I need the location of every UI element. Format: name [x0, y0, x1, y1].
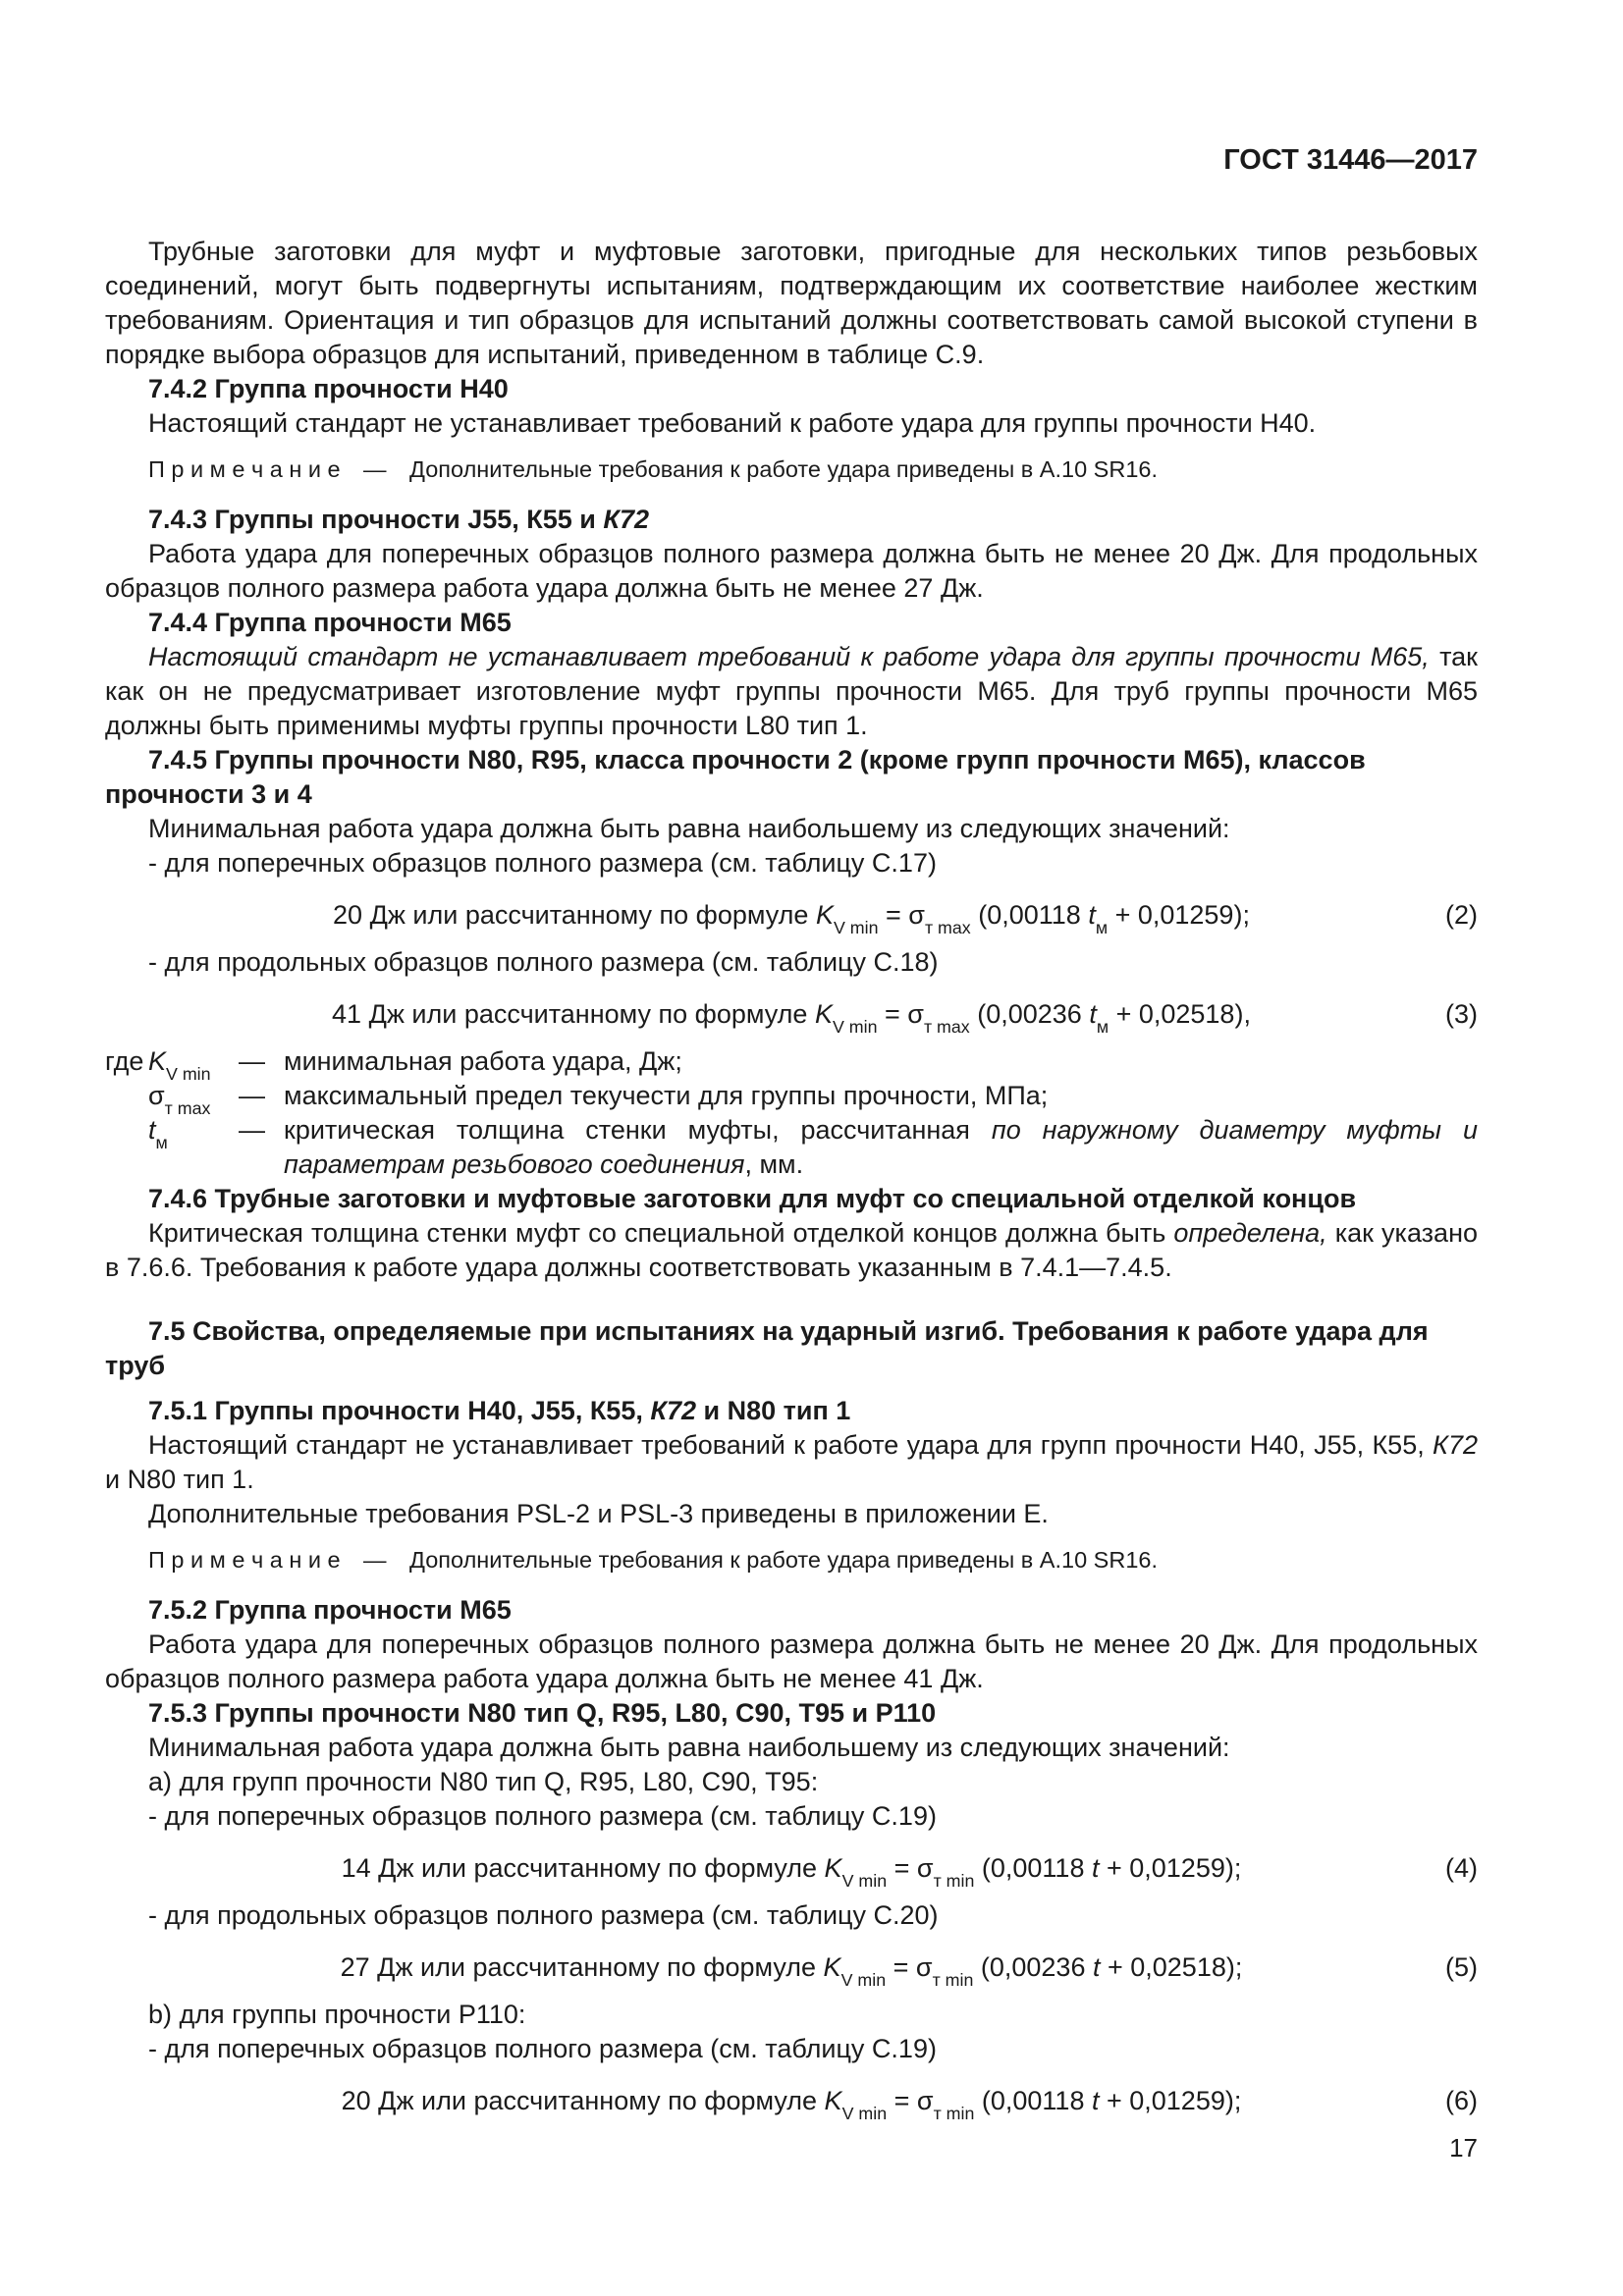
text-run: минимальная работа удара, Дж;	[284, 1046, 682, 1076]
text-run: + 0,01259);	[1108, 900, 1250, 930]
subscript: м	[155, 1132, 168, 1152]
formula-body	[341, 1853, 1242, 1891]
text-run: =	[878, 900, 909, 930]
text-run: К72	[603, 505, 650, 534]
text-run: 7.4.2 Группа прочности Н40	[148, 374, 509, 403]
text-run: Работа удара для поперечных образцов полного размера должна быть не менее 20 Дж. Для продольных образцов полного размера работа удара должна быть не менее 27 Дж.	[105, 539, 1478, 603]
subscript: V min	[166, 1063, 211, 1084]
text-run: 7.4.4 Группа прочности М65	[148, 608, 512, 637]
text-run: и N80 тип 1.	[105, 1465, 254, 1494]
where-description	[284, 1113, 1478, 1182]
paragraph-7-4-3	[105, 537, 1478, 606]
text-run: σ	[908, 900, 925, 930]
text-run: Настоящий стандарт не устанавливает требований к работе удара для группы прочности Н40.	[148, 408, 1317, 438]
subscript: V min	[832, 1016, 878, 1037]
text-run: 7.5 Свойства, определяемые при испытаниях на ударный изгиб. Требования к работе удара для труб	[105, 1316, 1429, 1380]
text-run: K	[815, 900, 834, 930]
text-run: П р и м е ч а н и е — Дополнительные требования к работе удара приведены в А.10 SR16.	[148, 456, 1158, 482]
text-run: Минимальная работа удара должна быть равна наибольшему из следующих значений:	[148, 1733, 1230, 1762]
where-term	[148, 1113, 239, 1182]
text-run: t	[1091, 1853, 1100, 1883]
subscript: т min	[932, 1969, 974, 1990]
text-run: так как он не предусматривает изготовление муфт группы прочности М65. Для труб группы прочности М65 должны быть применимы муфты группы прочности L80 тип 1.	[105, 642, 1478, 740]
heading-7-4-2	[105, 372, 1478, 406]
formula-2	[105, 898, 1478, 937]
text-run: t	[148, 1115, 156, 1145]
text-run: по наружному диаметру муфты и параметрам резьбового соединения	[284, 1115, 1478, 1179]
text-run: и N80 тип 1	[695, 1396, 851, 1425]
text-run: Работа удара для поперечных образцов полного размера должна быть не менее 20 Дж. Для продольных образцов полного размера работа удара должна быть не менее 41 Дж.	[105, 1629, 1478, 1693]
text-run: К72	[1433, 1430, 1478, 1460]
text-run: =	[887, 1853, 917, 1883]
text-run: σ	[907, 999, 924, 1029]
text-run: - для продольных образцов полного размера (см. таблицу С.20)	[148, 1900, 939, 1930]
text-run: (0,00118	[970, 900, 1089, 930]
where-row	[105, 1044, 1478, 1084]
formula-number: (4)	[1445, 1853, 1478, 1883]
text-run: + 0,02518),	[1109, 999, 1251, 1029]
paragraph-7-4-4	[105, 640, 1478, 743]
item-transverse-c17	[105, 846, 1478, 881]
text-run: t	[1088, 900, 1096, 930]
text-run: + 0,01259);	[1099, 2086, 1242, 2115]
text-run: σ	[916, 2086, 934, 2115]
item-a-groups	[105, 1765, 1478, 1799]
where-row	[105, 1079, 1478, 1118]
text-run: 20 Дж или рассчитанному по формуле	[333, 900, 816, 930]
where-description	[284, 1044, 1478, 1079]
text-run: - для поперечных образцов полного размера (см. таблицу С.17)	[148, 848, 937, 878]
text-run: 7.4.3 Группы прочности J55, К55 и	[148, 505, 604, 534]
paragraph-7-4-2	[105, 406, 1478, 441]
item-longitudinal-c20	[105, 1898, 1478, 1933]
dash-separator: —	[239, 1046, 265, 1076]
text-run: 7.5.2 Группа прочности М65	[148, 1595, 512, 1625]
text-run: - для поперечных образцов полного размера (см. таблицу С.19)	[148, 1801, 937, 1831]
heading-7-4-5	[105, 743, 1478, 812]
formula-body	[332, 999, 1251, 1037]
text-run: П р и м е ч а н и е — Дополнительные требования к работе удара приведены в А.10 SR16.	[148, 1547, 1158, 1573]
dash-separator: —	[239, 1115, 265, 1145]
page-number: 17	[1449, 2133, 1478, 2163]
text-run: 14 Дж или рассчитанному по формуле	[341, 1853, 825, 1883]
formula-body	[333, 900, 1250, 937]
text-run: 7.4.6 Трубные заготовки и муфтовые заготовки для муфт со специальной отделкой концов	[148, 1184, 1357, 1213]
text-run: - для продольных образцов полного размера (см. таблицу С.18)	[148, 947, 939, 977]
text-run: t	[1091, 2086, 1100, 2115]
text-run: 7.5.1 Группы прочности Н40, J55, К55,	[148, 1396, 651, 1425]
subscript: V min	[841, 1870, 888, 1891]
heading-7-4-6	[105, 1182, 1478, 1216]
text-run: t	[1089, 999, 1097, 1029]
formula-5	[105, 1950, 1478, 1990]
formula-4	[105, 1851, 1478, 1891]
subscript: т min	[933, 1870, 975, 1891]
formula-number: (2)	[1445, 900, 1478, 930]
text-run: - для поперечных образцов полного размера (см. таблицу С.19)	[148, 2034, 937, 2063]
subscript: V min	[840, 1969, 887, 1990]
text-run: K	[814, 999, 833, 1029]
text-run: 7.4.5 Группы прочности N80, R95, класса прочности 2 (кроме групп прочности М65), классов прочности 3 и 4	[105, 745, 1366, 809]
text-run: 41 Дж или рассчитанному по формуле	[332, 999, 815, 1029]
text-run: Минимальная работа удара должна быть равна наибольшему из следующих значений:	[148, 814, 1230, 843]
formula-3	[105, 997, 1478, 1037]
text-run: определена,	[1173, 1218, 1327, 1248]
text-run: (0,00118	[974, 2086, 1092, 2115]
subscript: V min	[833, 917, 879, 937]
where-row	[105, 1113, 1478, 1182]
where-term	[148, 1044, 239, 1084]
formula-number: (3)	[1445, 999, 1478, 1029]
text-run: K	[823, 1952, 841, 1982]
text-run: 20 Дж или рассчитанному по формуле	[341, 2086, 825, 2115]
item-longitudinal-c18	[105, 945, 1478, 980]
text-run: σ	[148, 1081, 165, 1110]
heading-7-5-1	[105, 1394, 1478, 1428]
item-transverse-c19	[105, 1799, 1478, 1834]
where-list	[105, 1044, 1478, 1182]
subscript: м	[1096, 1016, 1109, 1037]
subscript: т max	[924, 917, 971, 937]
text-run: 27 Дж или рассчитанному по формуле	[340, 1952, 824, 1982]
text-run: 7.5.3 Группы прочности N80 тип Q, R95, L80, С90, Т95 и Р110	[148, 1698, 937, 1728]
text-run: (0,00236	[973, 1952, 1093, 1982]
text-run: + 0,02518);	[1100, 1952, 1243, 1982]
where-lead	[105, 1113, 148, 1182]
formula-number: (5)	[1445, 1952, 1478, 1982]
paragraph-7-4-6	[105, 1216, 1478, 1285]
text-run: =	[877, 999, 908, 1029]
text-run: Критическая толщина стенки муфт со специальной отделкой концов должна быть	[148, 1218, 1174, 1248]
heading-7-5-2	[105, 1593, 1478, 1628]
text-run: максимальный предел текучести для группы прочности, МПа;	[284, 1081, 1049, 1110]
formula-number: (6)	[1445, 2086, 1478, 2115]
document-body	[105, 235, 1478, 2123]
subscript: т max	[164, 1097, 211, 1118]
where-lead: где	[105, 1046, 144, 1076]
text-run: =	[886, 1952, 916, 1982]
paragraph-7-4-5-intro	[105, 812, 1478, 846]
formula-body	[341, 2086, 1242, 2123]
text-run: К72	[650, 1396, 696, 1425]
paragraph-7-5-3-intro	[105, 1731, 1478, 1765]
document-number-header: ГОСТ 31446—2017	[1223, 144, 1478, 176]
text-run: K	[148, 1046, 167, 1076]
formula-6	[105, 2084, 1478, 2123]
subscript: т min	[933, 2103, 975, 2123]
item-transverse-c19-2	[105, 2032, 1478, 2066]
text-run: σ	[915, 1952, 933, 1982]
note-a10-sr16	[105, 454, 1478, 485]
formula-body	[340, 1952, 1243, 1990]
where-lead	[105, 1079, 148, 1113]
text-run: Трубные заготовки для муфт и муфтовые заготовки, пригодные для нескольких типов резьбовых соединений, могут быть подвергнуты испытаниям, подтверждающим их соответствие наиболее жестким требованиям. Ориентация и тип образцов для испытаний должны соответствовать самой высокой ступени в порядке выбора образцов для испытаний, приведенном в таблице С.9.	[105, 237, 1478, 369]
text-run: Дополнительные требования PSL-2 и PSL-3 приведены в приложении Е.	[148, 1499, 1049, 1528]
paragraph-intro	[105, 235, 1478, 372]
subscript: м	[1095, 917, 1109, 937]
subscript: т max	[923, 1016, 970, 1037]
text-run: K	[824, 1853, 842, 1883]
text-run: σ	[916, 1853, 934, 1883]
heading-7-5	[105, 1314, 1478, 1383]
text-run: b) для группы прочности Р110:	[148, 2000, 526, 2029]
item-b-p110	[105, 1998, 1478, 2032]
text-run: а) для групп прочности N80 тип Q, R95, L80, С90, Т95:	[148, 1767, 819, 1796]
text-run: =	[887, 2086, 917, 2115]
text-run: критическая толщина стенки муфты, рассчитанная	[284, 1115, 992, 1145]
text-run: K	[824, 2086, 842, 2115]
subscript: V min	[841, 2103, 888, 2123]
where-term	[148, 1079, 239, 1118]
dash-separator: —	[239, 1081, 265, 1110]
text-run: + 0,01259);	[1099, 1853, 1242, 1883]
text-run: , мм.	[744, 1149, 804, 1179]
paragraph-7-5-2	[105, 1628, 1478, 1696]
text-run: (0,00118	[974, 1853, 1092, 1883]
where-description	[284, 1079, 1478, 1113]
text-run: Настоящий стандарт не устанавливает требований к работе удара для группы прочности М65,	[148, 642, 1430, 671]
paragraph-7-5-1	[105, 1428, 1478, 1497]
note-a10-sr16-2	[105, 1545, 1478, 1575]
heading-7-4-3	[105, 503, 1478, 537]
text-run: t	[1092, 1952, 1101, 1982]
text-run: Настоящий стандарт не устанавливает требований к работе удара для групп прочности Н40, J55, К55,	[148, 1430, 1434, 1460]
heading-7-4-4	[105, 606, 1478, 640]
paragraph-psl	[105, 1497, 1478, 1531]
heading-7-5-3	[105, 1696, 1478, 1731]
text-run: как указано в 7.6.6. Требования к работе удара должны соответствовать указанным в 7.4.1—7.4.5.	[105, 1218, 1478, 1282]
text-run: (0,00236	[969, 999, 1090, 1029]
